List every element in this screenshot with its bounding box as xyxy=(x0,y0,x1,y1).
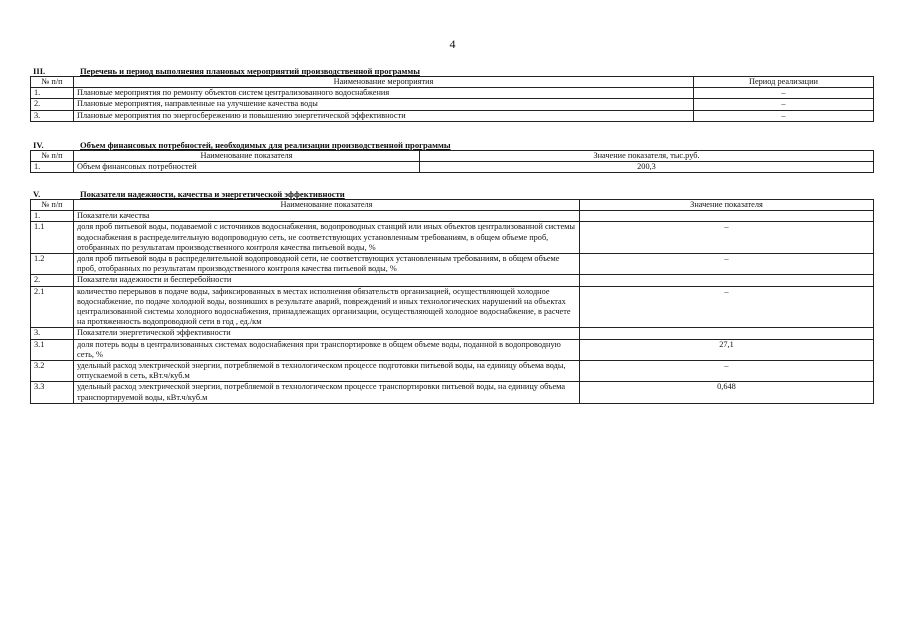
indicator-value: – xyxy=(580,286,874,328)
table-row xyxy=(31,211,874,222)
indicator-value: – xyxy=(580,254,874,275)
section-5-numeral: V. xyxy=(33,189,41,199)
indicator-value xyxy=(580,275,874,286)
activity-period: – xyxy=(694,110,874,121)
activity-period: – xyxy=(694,88,874,99)
row-number: 3. xyxy=(31,328,74,339)
indicator-name: удельный расход электрической энергии, потребляемой в технологическом процессе транспортировки питьевой воды, на единицу объема транспортируемой воды, кВт.ч/куб.м xyxy=(74,382,580,403)
section-5-heading xyxy=(30,189,873,199)
page-number: 4 xyxy=(449,37,456,51)
activities-table xyxy=(30,76,874,122)
section-3-heading xyxy=(30,66,873,76)
table-row xyxy=(31,339,874,360)
row-number: 1. xyxy=(31,162,74,173)
row-number: 1.2 xyxy=(31,254,74,275)
row-number: 2. xyxy=(31,275,74,286)
indicator-value: 200,3 xyxy=(420,162,874,173)
indicator-group-title: Показатели надежности и бесперебойности xyxy=(74,275,580,286)
table-header-row xyxy=(31,151,874,162)
finance-table xyxy=(30,150,874,173)
activity-name: Плановые мероприятия, направленные на улучшение качества воды xyxy=(74,99,694,110)
indicator-name: доля потерь воды в централизованных системах водоснабжения при транспортировке в общем объеме воды, поданной в водопроводную сеть, % xyxy=(74,339,580,360)
table-row xyxy=(31,222,874,254)
section-3 xyxy=(30,66,873,122)
row-number: 2. xyxy=(31,99,74,110)
indicator-name: Объем финансовых потребностей xyxy=(74,162,420,173)
col-header-indicator: Наименование показателя xyxy=(74,200,580,211)
indicator-name: доля проб питьевой воды, подаваемой с источников водоснабжения, водопроводных станций или иных объектов централизованной системы водоснабжения в распределительную водопроводную сеть, не соответствующих установленным требованиям, в общем объеме проб, отобранных по результатам производственного контроля качества питьевой воды, % xyxy=(74,222,580,254)
activity-period: – xyxy=(694,99,874,110)
row-number: 1. xyxy=(31,88,74,99)
table-row xyxy=(31,162,874,173)
section-4-numeral: IV. xyxy=(33,140,44,150)
section-4-heading xyxy=(30,140,873,150)
indicator-value xyxy=(580,328,874,339)
indicator-value: – xyxy=(580,361,874,382)
table-row xyxy=(31,361,874,382)
col-header-number: № п/п xyxy=(31,151,74,162)
row-number: 2.1 xyxy=(31,286,74,328)
col-header-value: Значение показателя xyxy=(580,200,874,211)
section-5-title: Показатели надежности, качества и энергетической эффективности xyxy=(80,189,345,199)
col-header-activity: Наименование мероприятия xyxy=(74,77,694,88)
row-number: 3.2 xyxy=(31,361,74,382)
indicator-name: количество перерывов в подаче воды, зафиксированных в местах исполнения обязательств организацией, осуществляющей холодное водоснабжение, по подаче холодной воды, возникших в результате аварий, повреждений и иных технологических нарушений на объектах централизованной системы холодного водоснабжения, принадлежащих организации, осуществляющей холодное водоснабжение, в расчете на протяженность водопроводной сети в год , ед./км xyxy=(74,286,580,328)
indicator-name: удельный расход электрической энергии, потребляемой в технологическом процессе подготовки питьевой воды, на единицу объема воды, отпускаемой в сеть, кВт.ч/куб.м xyxy=(74,361,580,382)
col-header-value: Значение показателя, тыс.руб. xyxy=(420,151,874,162)
row-number: 3. xyxy=(31,110,74,121)
row-number: 1.1 xyxy=(31,222,74,254)
col-header-number: № п/п xyxy=(31,200,74,211)
row-number: 3.3 xyxy=(31,382,74,403)
indicator-value: – xyxy=(580,222,874,254)
section-3-numeral: III. xyxy=(33,66,46,76)
table-row xyxy=(31,275,874,286)
table-header-row xyxy=(31,200,874,211)
section-4-title: Объем финансовых потребностей, необходимых для реализации производственной программы xyxy=(80,140,451,150)
table-row xyxy=(31,328,874,339)
table-row xyxy=(31,382,874,403)
indicator-value xyxy=(580,211,874,222)
table-row xyxy=(31,254,874,275)
col-header-number: № п/п xyxy=(31,77,74,88)
indicators-table xyxy=(30,199,874,404)
indicator-value: 27,1 xyxy=(580,339,874,360)
indicator-value: 0,648 xyxy=(580,382,874,403)
indicator-group-title: Показатели энергетической эффективности xyxy=(74,328,580,339)
table-row xyxy=(31,110,874,121)
indicator-group-title: Показатели качества xyxy=(74,211,580,222)
section-5 xyxy=(30,189,873,404)
activity-name: Плановые мероприятия по ремонту объектов систем централизованного водоснабжения xyxy=(74,88,694,99)
section-3-title: Перечень и период выполнения плановых мероприятий производственной программы xyxy=(80,66,420,76)
section-4 xyxy=(30,140,873,173)
row-number: 3.1 xyxy=(31,339,74,360)
col-header-indicator: Наименование показателя xyxy=(74,151,420,162)
activity-name: Плановые мероприятия по энергосбережению и повышению энергетической эффективности xyxy=(74,110,694,121)
indicator-name: доля проб питьевой воды в распределительной водопроводной сети, не соответствующих установленным требованиям, в общем объеме проб, отобранных по результатам производственного контроля качества питьевой воды, % xyxy=(74,254,580,275)
table-row xyxy=(31,286,874,328)
table-row xyxy=(31,99,874,110)
row-number: 1. xyxy=(31,211,74,222)
col-header-period: Период реализации xyxy=(694,77,874,88)
table-row xyxy=(31,88,874,99)
table-header-row xyxy=(31,77,874,88)
